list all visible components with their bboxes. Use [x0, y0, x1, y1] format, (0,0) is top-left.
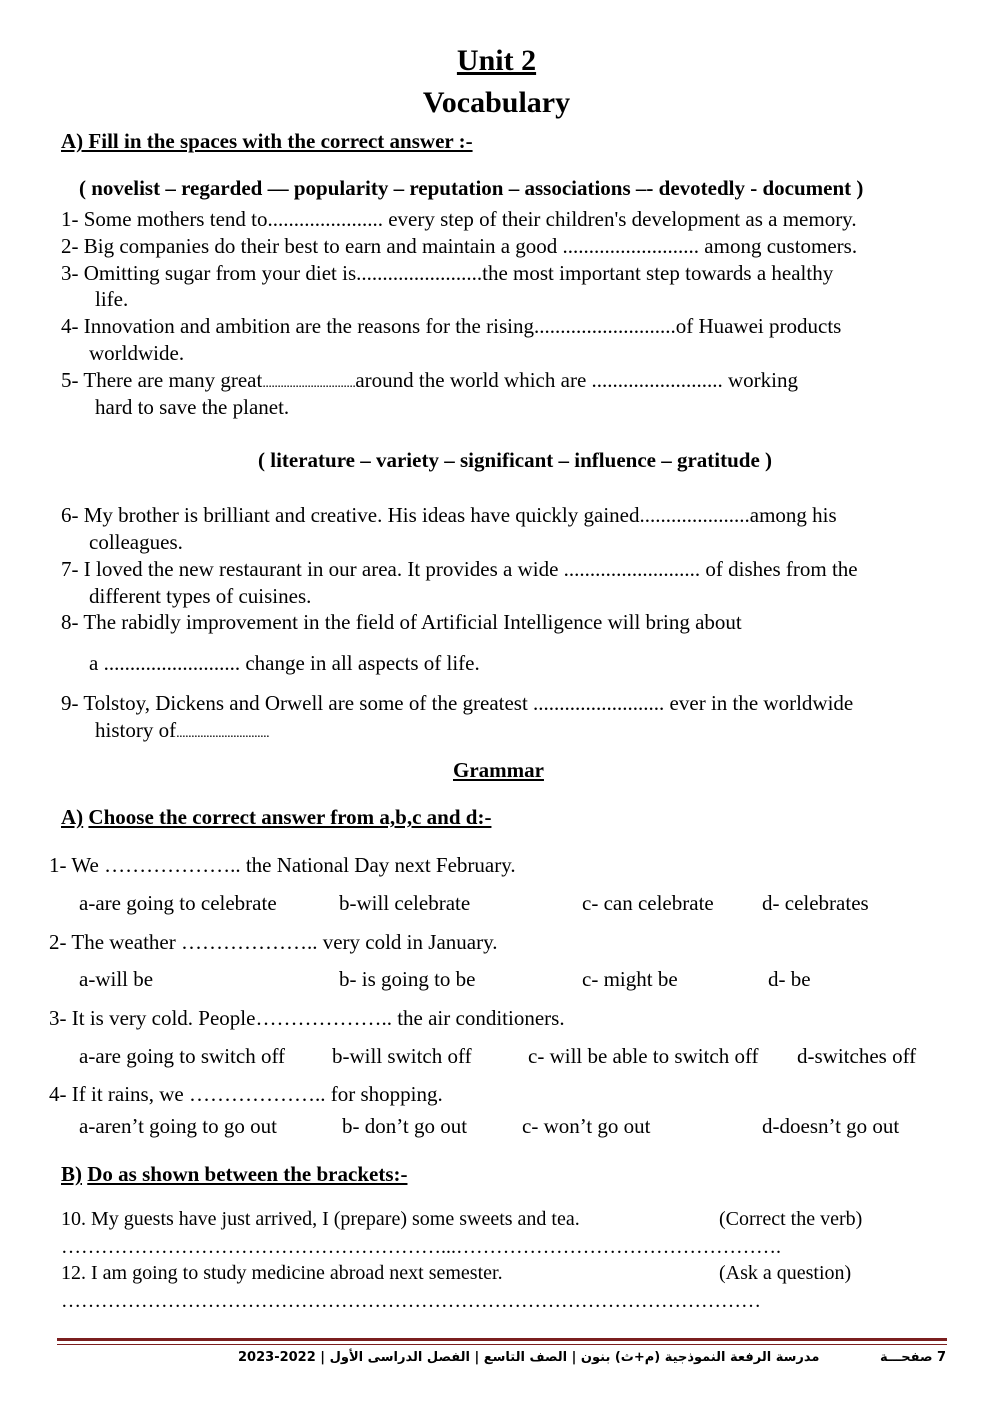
- question-7-line-2: different types of cuisines.: [89, 584, 312, 608]
- vocabulary-title: Vocabulary: [422, 86, 571, 119]
- footer-page-number: 7 صفحـــة: [880, 1350, 947, 1365]
- question-5-line-2: hard to save the planet.: [95, 395, 290, 419]
- mcq-3-option-a: a-are going to switch off: [79, 1044, 286, 1068]
- exercise-10-text: 10. My guests have just arrived, I (prepare) some sweets and tea.: [61, 1208, 580, 1230]
- mcq-2-option-a: a-will be: [79, 967, 154, 991]
- grammar-section-a-heading: [61, 805, 491, 830]
- question-1: 1- Some mothers tend to...................... every step of their children's development as a memory.: [61, 207, 857, 231]
- question-9-line-1: 9- Tolstoy, Dickens and Orwell are some of the greatest ......................... ever in the worldwide: [61, 691, 854, 715]
- word-bank-2: ( literature – variety – significant – influence – gratitude ): [258, 448, 773, 472]
- grammar-a-label: A): [61, 805, 84, 829]
- mcq-4-option-d: d-doesn’t go out: [762, 1114, 900, 1138]
- question-8-line-1: 8- The rabidly improvement in the field of Artificial Intelligence will bring about: [61, 610, 742, 634]
- question-4-line-1: 4- Innovation and ambition are the reasons for the rising...........................of Huawei products: [61, 314, 842, 338]
- mcq-2-stem: 2- The weather ……………….. very cold in January.: [49, 930, 498, 954]
- grammar-b-label: B): [61, 1162, 82, 1186]
- question-3-line-2: life.: [95, 287, 129, 311]
- grammar-a-text: Choose the correct answer from a,b,c and d:-: [88, 805, 492, 829]
- question-5-prefix: 5- There are many great: [61, 368, 263, 392]
- grammar-b-text: Do as shown between the brackets:-: [87, 1162, 408, 1186]
- question-9-dots: ...............................: [176, 726, 270, 741]
- question-9-prefix: history of: [95, 718, 177, 742]
- mcq-1-option-d: d- celebrates: [762, 891, 869, 915]
- footer-rule-thick: [57, 1338, 947, 1341]
- mcq-3-option-c: c- will be able to switch off: [528, 1044, 759, 1068]
- mcq-2-option-c: c- might be: [582, 967, 678, 991]
- mcq-4-option-c: c- won’t go out: [522, 1114, 651, 1138]
- question-5-line-1: [61, 368, 798, 393]
- mcq-1-option-a: a-are going to celebrate: [79, 891, 277, 915]
- unit-title: Unit 2: [456, 44, 537, 77]
- exercise-10-hint: (Correct the verb): [719, 1208, 863, 1230]
- grammar-title: Grammar: [453, 758, 544, 782]
- mcq-4-option-b: b- don’t go out: [342, 1114, 468, 1138]
- mcq-1-stem: 1- We ……………….. the National Day next February.: [49, 853, 516, 877]
- exercise-12-answer-line[interactable]: ……………………………………………………………………………………………: [61, 1290, 761, 1312]
- question-5-suffix: around the world which are ......................... working: [355, 368, 799, 392]
- question-6-line-2: colleagues.: [89, 530, 183, 554]
- question-5-dots: ...............................: [262, 376, 356, 391]
- footer-school-info: مدرسة الرفعة النموذجية (م+ث) بنون | الصف التاسع | الفصل الدراسى الأول | 2022-2023: [238, 1350, 820, 1365]
- grammar-section-b-heading: [61, 1162, 407, 1187]
- question-2: 2- Big companies do their best to earn and maintain a good .......................... among customers.: [61, 234, 858, 258]
- mcq-3-stem: 3- It is very cold. People……………….. the air conditioners.: [49, 1006, 565, 1030]
- mcq-2-option-d: d- be: [768, 967, 811, 991]
- exercise-12-text: 12. I am going to study medicine abroad next semester.: [61, 1262, 503, 1284]
- exercise-12-hint: (Ask a question): [719, 1262, 852, 1284]
- mcq-1-option-b: b-will celebrate: [339, 891, 471, 915]
- mcq-2-option-b: b- is going to be: [339, 967, 476, 991]
- mcq-1-option-c: c- can celebrate: [582, 891, 714, 915]
- mcq-3-option-d: d-switches off: [797, 1044, 917, 1068]
- question-4-line-2: worldwide.: [89, 341, 185, 365]
- vocab-section-a-heading: A) Fill in the spaces with the correct answer :-: [61, 129, 473, 153]
- exercise-10-answer-line[interactable]: …………………………………………………...………………………………………….: [61, 1236, 781, 1258]
- question-3-line-1: 3- Omitting sugar from your diet is........................the most important step towards a healthy: [61, 261, 834, 285]
- mcq-4-option-a: a-aren’t going to go out: [79, 1114, 277, 1138]
- question-6-line-1: 6- My brother is brilliant and creative. His ideas have quickly gained.....................among his: [61, 503, 837, 527]
- mcq-4-stem: 4- If it rains, we ……………….. for shopping.: [49, 1082, 443, 1106]
- question-7-line-1: 7- I loved the new restaurant in our area. It provides a wide .......................... of dishes from the: [61, 557, 858, 581]
- footer-rule-thin: [57, 1344, 947, 1345]
- question-9-line-2: [95, 718, 269, 743]
- mcq-3-option-b: b-will switch off: [332, 1044, 472, 1068]
- word-bank-1: ( novelist – regarded –– popularity – reputation – associations –- devotedly - document ): [79, 176, 864, 200]
- question-8-line-2: a .......................... change in all aspects of life.: [89, 651, 480, 675]
